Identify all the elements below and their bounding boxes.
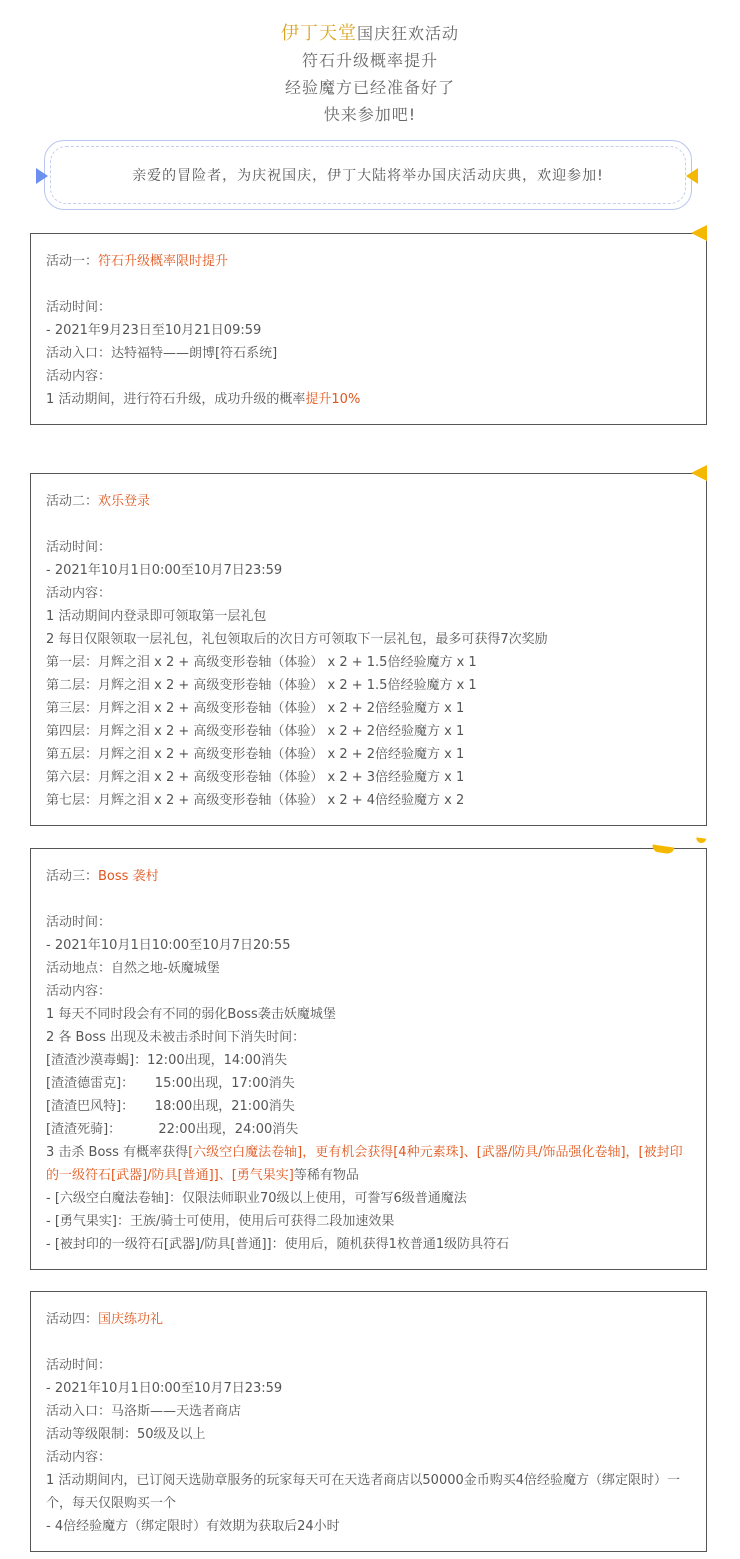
activity-card-4 — [30, 1291, 707, 1552]
rule-1: 1 活动期间内，已订阅天选勋章服务的玩家每天可在天选者商店以50000金币购买4倍经验魔方（绑定限时）一个，每天仅限购买一个 — [46, 1473, 681, 1511]
header-line-1: 伊丁天堂国庆狂欢活动 — [280, 23, 459, 44]
time-label: 活动时间： — [46, 540, 112, 555]
content-label: 活动内容： — [46, 984, 112, 999]
content-label: 活动内容： — [46, 586, 112, 601]
rule-2: 2 每日仅限领取一层礼包，礼包领取后的次日方可领取下一层礼包，最多可获得7次奖励 — [46, 632, 548, 647]
triangle-left-icon — [686, 168, 698, 184]
activity-title: 活动四：国庆练功礼 — [46, 1312, 164, 1327]
boss-row: [渣渣死骑]： 22:00出现，24:00消失 — [46, 1122, 299, 1137]
welcome-banner — [44, 140, 692, 210]
entry-text: 活动入口：马洛斯——天选者商店 — [46, 1404, 242, 1419]
activity-title: 活动三：Boss 袭村 — [46, 869, 159, 884]
tier-row: 第七层：月辉之泪 x 2 + 高级变形卷轴（体验） x 2 + 4倍经验魔方 x 2 — [46, 793, 465, 808]
content-label: 活动内容： — [46, 369, 112, 384]
tier-row: 第三层：月辉之泪 x 2 + 高级变形卷轴（体验） x 2 + 2倍经验魔方 x 1 — [46, 701, 465, 716]
time-value: - 2021年10月1日0:00至10月7日23:59 — [46, 1381, 283, 1396]
activity-title: 活动二：欢乐登录 — [46, 494, 151, 509]
note-row: - 4倍经验魔方（绑定限时）有效期为获取后24小时 — [46, 1519, 340, 1534]
time-value: - 2021年10月1日10:00至10月7日20:55 — [46, 938, 291, 953]
content-label: 活动内容： — [46, 1450, 112, 1465]
flag-icon — [696, 837, 707, 843]
brand-name: 伊丁天堂 — [280, 23, 357, 44]
boss-row: [渣渣德雷克]： 15:00出现，17:00消失 — [46, 1076, 295, 1091]
time-label: 活动时间： — [46, 300, 112, 315]
flag-icon — [691, 225, 707, 241]
boss-row: [渣渣沙漠毒蝎]：12:00出现，14:00消失 — [46, 1053, 288, 1068]
time-value: - 2021年9月23日至10月21日09:59 — [46, 323, 262, 338]
header-line-2: 符石升级概率提升 — [301, 51, 438, 70]
boss-row: [渣渣巴风特]： 18:00出现，21:00消失 — [46, 1099, 295, 1114]
rule-3: 3 击杀 Boss 有概率获得[六级空白魔法卷轴]，更有机会获得[4种元素珠]、[武器/防具/饰品强化卷轴]，[被封印的一级符石[武器]/防具[普通]]、[勇气果实]等稀有物品 — [46, 1145, 683, 1183]
banner-text: 亲爱的冒险者，为庆祝国庆，伊丁大陆将举办国庆活动庆典，欢迎参加! — [132, 168, 604, 184]
tier-row: 第六层：月辉之泪 x 2 + 高级变形卷轴（体验） x 2 + 3倍经验魔方 x 1 — [46, 770, 465, 785]
tier-row: 第一层：月辉之泪 x 2 + 高级变形卷轴（体验） x 2 + 1.5倍经验魔方 x 1 — [46, 655, 477, 670]
activity-card-3 — [30, 848, 707, 1270]
rule-1: 1 活动期间内登录即可领取第一层礼包 — [46, 609, 267, 624]
rule-2: 2 各 Boss 出现及未被击杀时间下消失时间： — [46, 1030, 306, 1045]
header-line-3: 经验魔方已经准备好了 — [284, 78, 455, 97]
location-text: 活动地点：自然之地-妖魔城堡 — [46, 961, 220, 976]
header-line-4: 快来参加吧! — [323, 105, 417, 124]
note-row: - [被封印的一级符石[武器]/防具[普通]]：使用后，随机获得1枚普通1级防具符石 — [46, 1237, 510, 1252]
rule-1: 1 每天不同时段会有不同的弱化Boss袭击妖魔城堡 — [46, 1007, 336, 1022]
flag-icon — [691, 465, 707, 481]
activity-card-2 — [30, 473, 707, 826]
level-text: 活动等级限制：50级及以上 — [46, 1427, 206, 1442]
tier-row: 第二层：月辉之泪 x 2 + 高级变形卷轴（体验） x 2 + 1.5倍经验魔方 x 1 — [46, 678, 477, 693]
tier-row: 第四层：月辉之泪 x 2 + 高级变形卷轴（体验） x 2 + 2倍经验魔方 x 1 — [46, 724, 465, 739]
entry-text: 活动入口：达特福特——朗博[符石系统] — [46, 346, 278, 361]
time-value: - 2021年10月1日0:00至10月7日23:59 — [46, 563, 283, 578]
activity-title: 活动一：符石升级概率限时提升 — [46, 254, 229, 269]
note-row: - [六级空白魔法卷轴]：仅限法师职业70级以上使用，可誊写6级普通魔法 — [46, 1191, 467, 1206]
time-label: 活动时间： — [46, 915, 112, 930]
tier-row: 第五层：月辉之泪 x 2 + 高级变形卷轴（体验） x 2 + 2倍经验魔方 x 1 — [46, 747, 465, 762]
time-label: 活动时间： — [46, 1358, 112, 1373]
page-header — [0, 20, 740, 128]
triangle-right-icon — [36, 168, 48, 184]
rule-1: 1 活动期间，进行符石升级，成功升级的概率提升10% — [46, 392, 361, 407]
activity-card-1 — [30, 233, 707, 425]
note-row: - [勇气果实]：王族/骑士可使用，使用后可获得二段加速效果 — [46, 1214, 395, 1229]
